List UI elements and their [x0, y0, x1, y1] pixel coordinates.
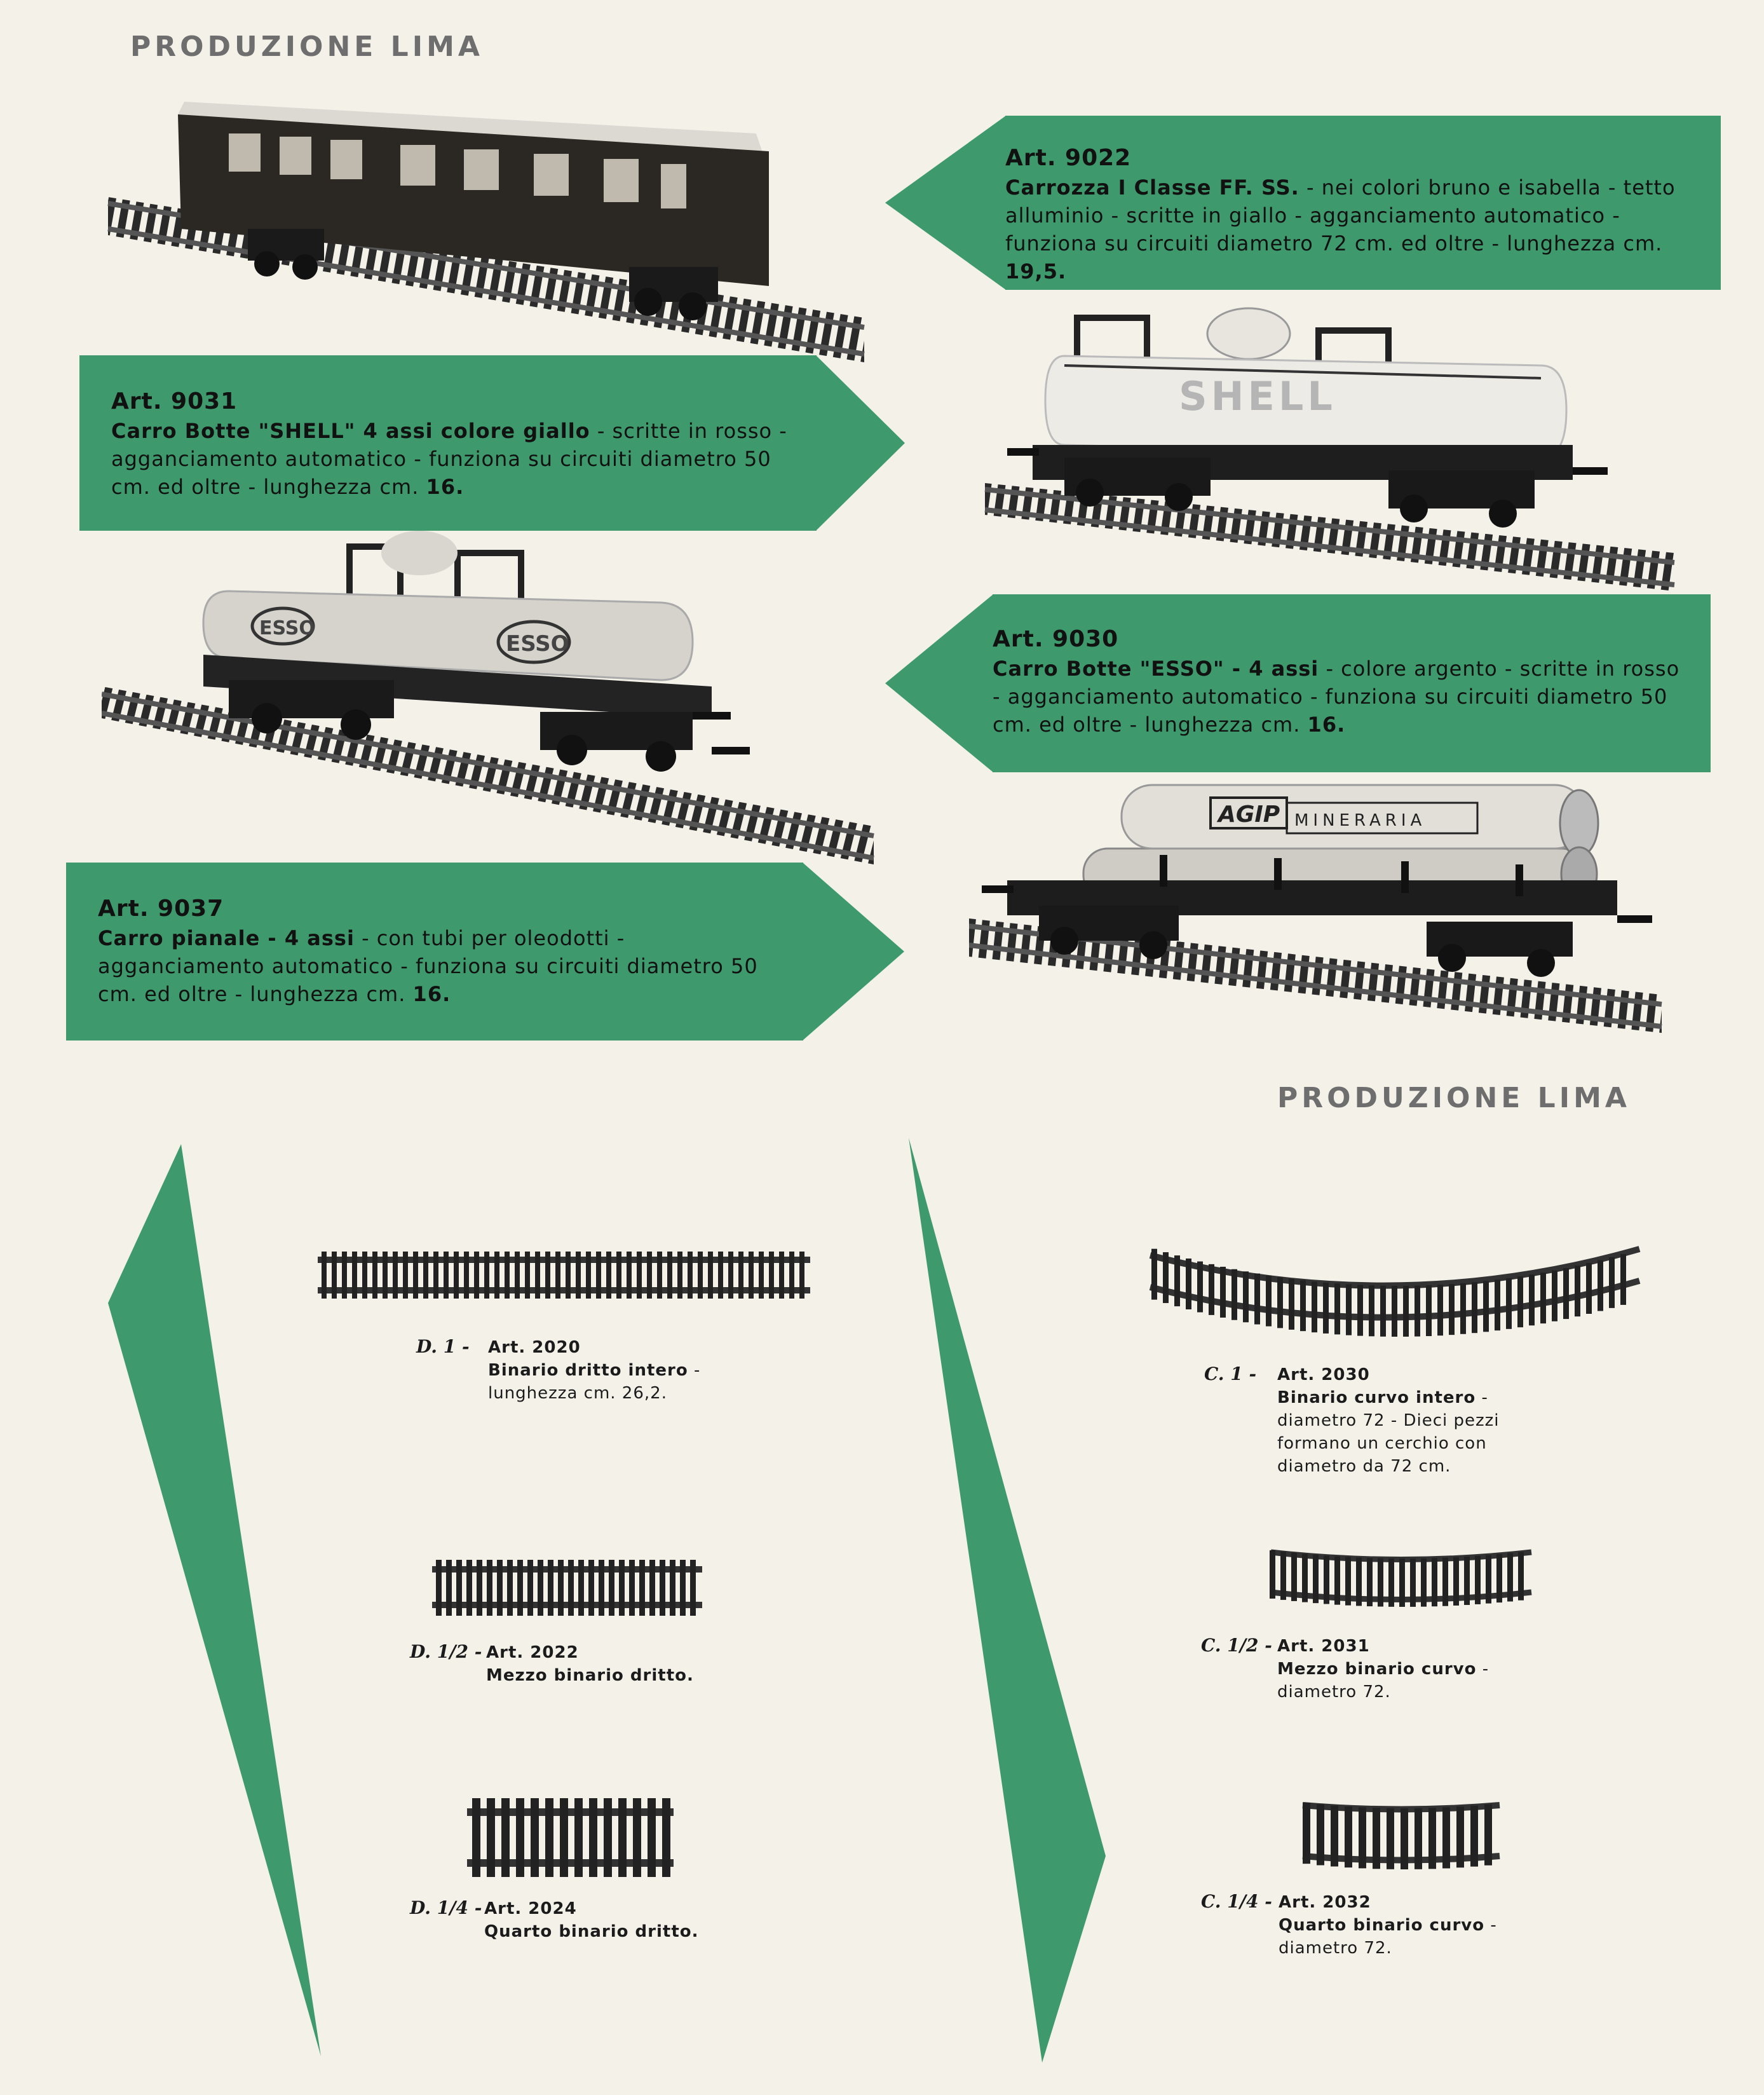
track-tie: [1486, 1555, 1491, 1604]
track-tie: [604, 1798, 612, 1877]
track-tie: [1507, 1553, 1513, 1602]
track-tie: [662, 1798, 670, 1877]
track-tie: [555, 1252, 560, 1299]
track-tie: [372, 1252, 377, 1299]
track-straight-half: [432, 1557, 705, 1621]
track-tie: [516, 1798, 524, 1877]
track-tie: [1470, 1806, 1478, 1867]
product-art-number: Art. 9037: [98, 896, 224, 922]
photo-passenger-carriage: [102, 76, 871, 375]
banner-arrow-9030: [885, 594, 993, 772]
agip-logo-text: AGIP: [1218, 802, 1280, 828]
track-tie: [456, 1560, 462, 1616]
track-tie: [647, 1252, 652, 1299]
track-tie: [1266, 1276, 1272, 1327]
track-tie: [728, 1252, 733, 1299]
track-straight-full: [318, 1249, 813, 1306]
track-caption-2020: Art. 2020 Binario dritto intero - lunghezza cm. 26,2.: [488, 1338, 701, 1403]
track-tie: [1449, 1284, 1455, 1335]
track-tie: [1442, 1807, 1450, 1868]
track-tie: [639, 1560, 645, 1616]
track-tie: [637, 1252, 642, 1299]
product-banner-9030: [993, 594, 1711, 772]
track-tie: [738, 1252, 743, 1299]
green-wedge-left: [108, 1144, 324, 2059]
track-tie: [1518, 1552, 1524, 1600]
track-tie: [1453, 1557, 1459, 1606]
track-tie: [649, 1560, 655, 1616]
track-tie: [525, 1252, 530, 1299]
track-tie: [1280, 1552, 1286, 1600]
track-tie: [1392, 1286, 1397, 1337]
track-tie: [1464, 1557, 1470, 1605]
banner-arrow-9022: [885, 116, 1006, 290]
track-tie: [1428, 1808, 1436, 1869]
track-tie: [1387, 1808, 1394, 1869]
track-tie: [660, 1560, 665, 1616]
track-tie: [1563, 1268, 1569, 1319]
track-tie: [1432, 1558, 1437, 1606]
track-tie: [698, 1252, 703, 1299]
shell-lettering: SHELL: [1179, 373, 1336, 420]
track-tie: [1575, 1266, 1580, 1316]
track-tie: [538, 1560, 543, 1616]
track-tie: [487, 1560, 492, 1616]
track-tie: [1289, 1279, 1294, 1330]
track-tie: [505, 1252, 510, 1299]
track-tie: [1356, 1557, 1362, 1606]
track-tie: [1197, 1262, 1203, 1313]
track-tie: [619, 1560, 625, 1616]
track-caption-2022: Art. 2022 Mezzo binario dritto.: [486, 1643, 694, 1685]
track-tie: [690, 1560, 696, 1616]
track-tie: [1186, 1259, 1191, 1309]
track-tie: [1415, 1286, 1420, 1337]
track-tie: [1399, 1559, 1405, 1607]
track-tie: [1586, 1263, 1592, 1314]
track-tie: [599, 1560, 604, 1616]
brand-heading-bottom: PRODUZIONE LIMA: [1277, 1082, 1631, 1114]
track-tie: [1426, 1285, 1432, 1336]
track-tie: [433, 1252, 438, 1299]
track-tie: [568, 1560, 574, 1616]
track-tie: [667, 1252, 672, 1299]
track-tie: [1620, 1254, 1626, 1305]
track-tie: [446, 1560, 452, 1616]
track-tie: [507, 1560, 513, 1616]
track-tie: [444, 1252, 449, 1299]
track-tie: [436, 1560, 442, 1616]
track-tie: [749, 1252, 754, 1299]
track-tie: [1609, 1257, 1615, 1308]
track-caption-2032: Art. 2032 Quarto binario curvo - diametro 72.: [1279, 1893, 1497, 1958]
track-tie: [1270, 1550, 1275, 1599]
track-tie: [708, 1252, 713, 1299]
track-tie: [1317, 1805, 1324, 1866]
track-tie: [1277, 1277, 1283, 1328]
product-banner-9022: [1005, 116, 1721, 290]
track-tie: [342, 1252, 347, 1299]
track-code: D. 1/2 -: [410, 1641, 482, 1662]
track-code: C. 1/4 -: [1201, 1891, 1272, 1912]
track-straight-quarter: [467, 1796, 677, 1885]
track-curved-half: [1265, 1538, 1538, 1614]
product-art-number: Art. 9022: [1005, 145, 1132, 171]
track-tie: [1496, 1554, 1502, 1602]
track-tie: [1460, 1283, 1466, 1334]
track-tie: [1345, 1557, 1351, 1606]
product-art-number: Art. 9031: [111, 388, 238, 414]
track-tie: [680, 1560, 686, 1616]
track-tie: [1303, 1803, 1310, 1864]
track-code: C. 1/2 -: [1201, 1635, 1272, 1656]
track-tie: [1421, 1559, 1427, 1607]
banner-arrow-9031: [816, 355, 905, 531]
track-tie: [466, 1560, 472, 1616]
track-tie: [352, 1252, 357, 1299]
track-tie: [362, 1252, 367, 1299]
track-tie: [677, 1252, 682, 1299]
track-tie: [487, 1798, 495, 1877]
track-tie: [616, 1252, 621, 1299]
track-curved-quarter: [1296, 1789, 1506, 1878]
track-tie: [464, 1252, 469, 1299]
track-tie: [474, 1252, 479, 1299]
esso-lettering-left: ESSO: [259, 617, 315, 639]
track-tie: [1163, 1252, 1169, 1303]
product-banner-9037: [66, 863, 803, 1041]
track-tie: [670, 1560, 675, 1616]
track-tie: [1472, 1282, 1477, 1333]
track-tie: [618, 1798, 627, 1877]
track-tie: [454, 1252, 459, 1299]
track-tie: [1367, 1558, 1373, 1606]
product-description: Carro pianale - 4 assi - con tubi per oleodotti - agganciamento automatico - funziona su circuiti diametro 50 cm. ed oltre - lunghezza cm. 16.: [98, 926, 758, 1006]
track-tie: [574, 1798, 583, 1877]
product-banner-9031: [79, 355, 817, 531]
track-caption-2031: Art. 2031 Mezzo binario curvo - diametro 72.: [1277, 1637, 1489, 1702]
track-code: C. 1 -: [1204, 1363, 1257, 1384]
track-tie: [1345, 1806, 1352, 1867]
track-tie: [578, 1560, 584, 1616]
track-tie: [1323, 1283, 1329, 1334]
track-tie: [1174, 1255, 1180, 1306]
track-tie: [413, 1252, 418, 1299]
track-tie: [1456, 1806, 1464, 1867]
track-tie: [799, 1252, 804, 1299]
track-tie: [576, 1252, 581, 1299]
track-tie: [633, 1798, 641, 1877]
track-tie: [1357, 1285, 1363, 1336]
track-tie: [1598, 1260, 1603, 1311]
track-tie: [789, 1252, 794, 1299]
track-tie: [1475, 1556, 1481, 1604]
track-tie: [1346, 1285, 1352, 1335]
track-tie: [1540, 1273, 1546, 1323]
track-tie: [1359, 1807, 1366, 1868]
track-tie: [560, 1798, 568, 1877]
track-tie: [484, 1252, 489, 1299]
track-tie: [527, 1560, 533, 1616]
track-tie: [648, 1798, 656, 1877]
track-tie: [1495, 1280, 1500, 1330]
track-tie: [596, 1252, 601, 1299]
product-description: Carro Botte "ESSO" - 4 assi - colore argento - scritte in rosso - agganciamento automatico - funziona su circuiti diametro 50 cm. ed oltre - lunghezza cm. 16.: [993, 657, 1680, 737]
track-tie: [383, 1252, 388, 1299]
track-tie: [1324, 1555, 1329, 1604]
track-tie: [1373, 1808, 1380, 1869]
track-tie: [1302, 1554, 1308, 1602]
product-art-number: Art. 9030: [993, 626, 1119, 652]
track-tie: [769, 1252, 774, 1299]
track-curved-full: [1144, 1236, 1646, 1338]
track-code: D. 1/4 -: [410, 1897, 482, 1918]
track-tie: [1291, 1553, 1297, 1601]
track-tie: [403, 1252, 408, 1299]
track-tie: [606, 1252, 611, 1299]
track-tie: [472, 1798, 480, 1877]
track-tie: [1415, 1808, 1422, 1869]
track-tie: [1552, 1271, 1557, 1321]
track-tie: [586, 1252, 591, 1299]
track-tie: [1517, 1276, 1523, 1327]
track-tie: [1151, 1249, 1157, 1300]
track-caption-2024: Art. 2024 Quarto binario dritto.: [484, 1899, 699, 1941]
track-tie: [517, 1560, 523, 1616]
track-tie: [1483, 1281, 1489, 1332]
track-tie: [657, 1252, 662, 1299]
track-tie: [1243, 1271, 1249, 1322]
track-tie: [1484, 1805, 1492, 1866]
track-tie: [629, 1560, 635, 1616]
track-tie: [1378, 1559, 1383, 1607]
track-tie: [1313, 1555, 1319, 1603]
photo-agip-flat-wagon: [969, 779, 1668, 1046]
brand-heading-top: PRODUZIONE LIMA: [130, 31, 484, 63]
track-tie: [1300, 1280, 1306, 1331]
track-tie: [393, 1252, 398, 1299]
product-description: Carro Botte "SHELL" 4 assi colore giallo - scritte in rosso - agganciamento automatico - funziona su circuiti diametro 50 cm. ed oltre - lunghezza cm. 16.: [111, 419, 787, 499]
track-tie: [759, 1252, 764, 1299]
track-tie: [535, 1252, 540, 1299]
track-tie: [1437, 1285, 1443, 1335]
track-tie: [322, 1252, 327, 1299]
track-tie: [688, 1252, 693, 1299]
track-tie: [566, 1252, 571, 1299]
track-tie: [1529, 1274, 1535, 1325]
track-tie: [545, 1798, 553, 1877]
track-tie: [1312, 1281, 1317, 1332]
track-tie: [548, 1560, 553, 1616]
photo-esso-tank-wagon: [102, 528, 877, 864]
track-tie: [1209, 1264, 1214, 1315]
track-tie: [497, 1560, 503, 1616]
track-tie: [515, 1252, 520, 1299]
green-wedge-middle: [902, 1138, 1106, 2066]
track-tie: [1403, 1286, 1409, 1337]
track-tie: [545, 1252, 550, 1299]
track-tie: [609, 1560, 614, 1616]
track-tie: [1334, 1557, 1340, 1605]
track-tie: [1231, 1269, 1237, 1320]
track-caption-2030: Art. 2030 Binario curvo intero - diametro 72 - Dieci pezzi formano un cerchio con diametro da 72 cm.: [1277, 1365, 1500, 1476]
track-tie: [1410, 1559, 1416, 1607]
track-tie: [1401, 1808, 1408, 1869]
track-tie: [588, 1560, 594, 1616]
esso-lettering-right: ESSO: [506, 631, 569, 657]
track-tie: [558, 1560, 564, 1616]
track-tie: [1369, 1285, 1374, 1336]
track-tie: [1388, 1559, 1394, 1607]
track-tie: [501, 1798, 510, 1877]
track-tie: [627, 1252, 632, 1299]
track-tie: [1220, 1267, 1226, 1318]
track-tie: [1334, 1283, 1340, 1334]
photo-shell-tank-wagon: [982, 299, 1681, 597]
track-tie: [1442, 1558, 1448, 1606]
track-tie: [718, 1252, 723, 1299]
track-tie: [779, 1252, 784, 1299]
track-code: D. 1 -: [416, 1336, 470, 1357]
product-description: Carrozza I Classe FF. SS. - nei colori bruno e isabella - tetto alluminio - scritte in giallo - agganciamento automatico - funziona su circuiti diametro 72 cm. ed oltre - lunghezza cm. 19,5.: [1005, 175, 1676, 283]
track-tie: [332, 1252, 337, 1299]
track-tie: [1331, 1805, 1338, 1866]
track-tie: [477, 1560, 482, 1616]
track-tie: [1380, 1286, 1386, 1337]
track-tie: [1506, 1278, 1512, 1329]
track-tie: [1254, 1274, 1260, 1325]
track-tie: [423, 1252, 428, 1299]
track-tie: [494, 1252, 499, 1299]
banner-arrow-9037: [803, 863, 904, 1041]
mineraria-text: MINERARIA: [1294, 811, 1427, 830]
track-tie: [589, 1798, 597, 1877]
track-tie: [531, 1798, 539, 1877]
